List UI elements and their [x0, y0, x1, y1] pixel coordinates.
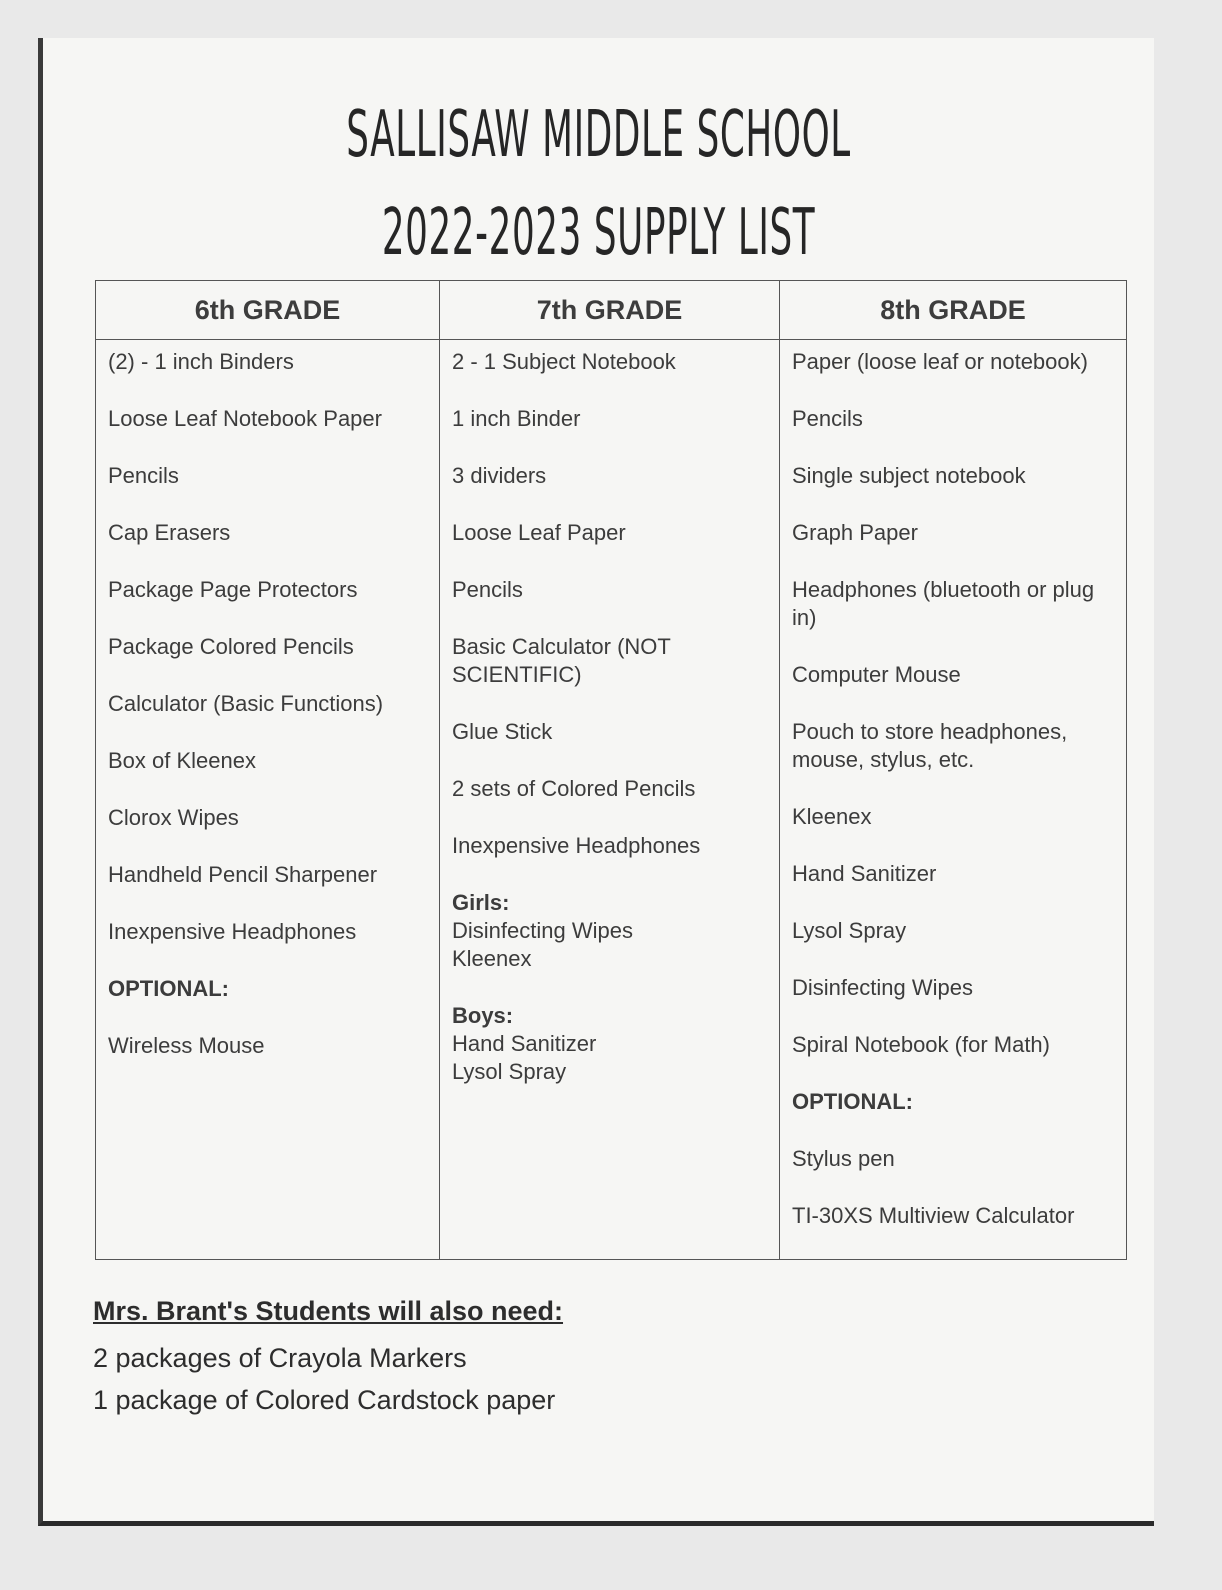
- list-item: Paper (loose leaf or notebook): [792, 349, 1088, 374]
- list-item: Disinfecting Wipes: [792, 975, 973, 1000]
- list-item: 3 dividers: [452, 463, 547, 488]
- list-item: Headphones (bluetooth or plug in): [792, 577, 1095, 630]
- extra-line: 2 packages of Crayola Markers: [93, 1343, 467, 1373]
- list-item: Wireless Mouse: [108, 1033, 265, 1058]
- list-item: Pencils: [108, 463, 179, 488]
- list-item: Disinfecting Wipes: [452, 918, 633, 943]
- optional-label: OPTIONAL:: [792, 1089, 913, 1114]
- list-item: Clorox Wipes: [108, 805, 239, 830]
- column-6th-grade: [96, 340, 440, 1260]
- extra-requirements: [93, 1296, 563, 1421]
- supply-table: [95, 280, 1127, 1260]
- list-item: Computer Mouse: [792, 662, 961, 687]
- list-item: Box of Kleenex: [108, 748, 256, 773]
- list-item: Stylus pen: [792, 1146, 895, 1171]
- list-item: Hand Sanitizer: [452, 1031, 597, 1056]
- list-item: Graph Paper: [792, 520, 918, 545]
- list-item: Hand Sanitizer: [792, 861, 937, 886]
- list-item: Pencils: [452, 577, 523, 602]
- column-7th-grade: [440, 340, 780, 1260]
- list-item: Lysol Spray: [452, 1059, 567, 1084]
- header-7th-grade: 7th GRADE: [440, 281, 780, 340]
- list-item: TI-30XS Multiview Calculator: [792, 1203, 1075, 1228]
- list-item: Lysol Spray: [792, 918, 907, 943]
- list-item: Basic Calculator (NOT SCIENTIFIC): [452, 634, 671, 687]
- list-item: Inexpensive Headphones: [452, 833, 701, 858]
- table-header-row: [96, 281, 1127, 340]
- list-item: Cap Erasers: [108, 520, 231, 545]
- supply-list-sheet: [38, 38, 1154, 1526]
- list-item: Handheld Pencil Sharpener: [108, 862, 378, 887]
- list-item: Spiral Notebook (for Math): [792, 1032, 1050, 1057]
- extra-line: 1 package of Colored Cardstock paper: [93, 1385, 556, 1415]
- list-item: Pencils: [792, 406, 863, 431]
- list-item: 2 - 1 Subject Notebook: [452, 349, 676, 374]
- list-item: Kleenex: [792, 804, 872, 829]
- list-item: Single subject notebook: [792, 463, 1026, 488]
- optional-label: OPTIONAL:: [108, 976, 229, 1001]
- boys-label: Boys:: [452, 1003, 514, 1028]
- list-item: Package Colored Pencils: [108, 634, 354, 659]
- header-8th-grade: 8th GRADE: [780, 281, 1127, 340]
- school-name-title: SALLISAW MIDDLE SCHOOL: [346, 98, 851, 172]
- list-item: Kleenex: [452, 946, 532, 971]
- list-item: Loose Leaf Notebook Paper: [108, 406, 382, 431]
- list-item: Loose Leaf Paper: [452, 520, 626, 545]
- girls-label: Girls:: [452, 890, 510, 915]
- column-8th-grade: [780, 340, 1127, 1260]
- list-item: Pouch to store headphones, mouse, stylus, etc.: [792, 719, 1068, 772]
- list-item: 1 inch Binder: [452, 406, 581, 431]
- list-item: Inexpensive Headphones: [108, 919, 357, 944]
- list-item: Glue Stick: [452, 719, 553, 744]
- table-body-row: [96, 340, 1127, 1260]
- list-item: Calculator (Basic Functions): [108, 691, 384, 716]
- header-6th-grade: 6th GRADE: [96, 281, 440, 340]
- list-item: 2 sets of Colored Pencils: [452, 776, 696, 801]
- list-item: (2) - 1 inch Binders: [108, 349, 294, 374]
- list-item: Package Page Protectors: [108, 577, 358, 602]
- extra-heading: Mrs. Brant's Students will also need:: [93, 1296, 564, 1326]
- supply-list-title: 2022-2023 SUPPLY LIST: [381, 196, 816, 270]
